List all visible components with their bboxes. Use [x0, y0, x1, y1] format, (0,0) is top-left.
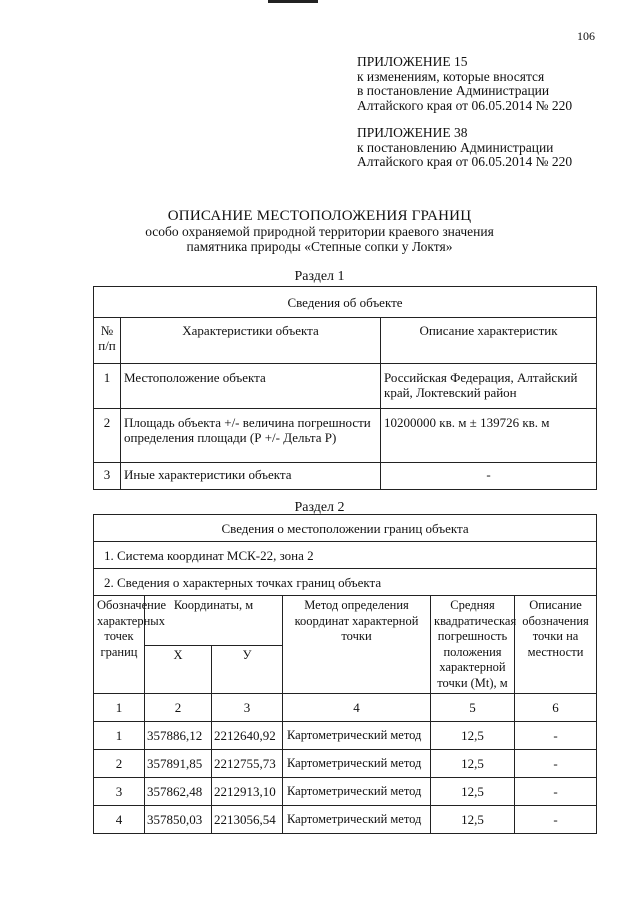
point-id: 3 [94, 778, 145, 806]
annex-38-block [357, 126, 572, 170]
annex-line: к постановлению Администрации [357, 139, 554, 155]
y-coordinate: 2213056,54 [212, 806, 283, 834]
section-2-label: Раздел 2 [294, 500, 345, 515]
column-header-designation: Обозначение характерных точек границ [94, 596, 145, 694]
table-row [94, 750, 597, 778]
row-characteristic: Местоположение объекта [121, 364, 381, 409]
method: Картометрический метод [283, 778, 431, 806]
table-row [94, 364, 597, 409]
point-description: - [515, 722, 597, 750]
method: Картометрический метод [283, 806, 431, 834]
annex-line: Алтайского края от 06.05.2014 № 220 [357, 154, 573, 169]
y-coordinate: 2212913,10 [212, 778, 283, 806]
title-line: памятника природы «Степные сопки у Локтя» [186, 238, 453, 254]
x-coordinate: 357850,03 [145, 806, 212, 834]
method: Картометрический метод [283, 722, 431, 750]
object-info-table [93, 286, 597, 490]
row-characteristic: Площадь объекта +/- величина погрешности определения площади (Р +/- Дельта Р) [121, 409, 381, 463]
row-description: 10200000 кв. м ± 139726 кв. м [381, 409, 597, 463]
document-title [0, 208, 639, 254]
row-characteristic: Иные характеристики объекта [121, 463, 381, 490]
error-value: 12,5 [431, 778, 515, 806]
column-header-method: Метод определения координат характерной точки [283, 596, 431, 694]
column-index: 3 [212, 694, 283, 722]
point-id: 2 [94, 750, 145, 778]
points-section-title: 2. Сведения о характерных точках границ объекта [94, 569, 597, 596]
row-description: - [381, 463, 597, 490]
annex-line: к изменениям, которые вносятся [357, 68, 545, 84]
y-coordinate: 2212755,73 [212, 750, 283, 778]
coordinate-system: 1. Система координат МСК-22, зона 2 [94, 542, 597, 569]
point-id: 1 [94, 722, 145, 750]
error-value: 12,5 [431, 722, 515, 750]
column-header-coords: Координаты, м [145, 596, 283, 646]
row-num: 2 [94, 409, 121, 463]
annex-line: в постановление Администрации [357, 83, 550, 98]
table-row [94, 778, 597, 806]
page-number: 106 [577, 29, 595, 43]
column-index: 6 [515, 694, 597, 722]
error-value: 12,5 [431, 750, 515, 778]
annex-line: Алтайского края от 06.05.2014 № 220 [357, 97, 573, 113]
column-header-point-desc: Описание обозначения точки на местности [515, 596, 597, 694]
error-value: 12,5 [431, 806, 515, 834]
boundary-points-table [93, 514, 597, 834]
point-description: - [515, 778, 597, 806]
point-id: 4 [94, 806, 145, 834]
scan-artifact [268, 0, 318, 3]
column-header-y: У [212, 646, 283, 694]
y-coordinate: 2212640,92 [212, 722, 283, 750]
x-coordinate: 357862,48 [145, 778, 212, 806]
column-index: 5 [431, 694, 515, 722]
row-num: 1 [94, 364, 121, 409]
annex-title: ПРИЛОЖЕНИЕ 38 [357, 125, 468, 140]
section-1-label: Раздел 1 [294, 269, 345, 284]
column-index: 2 [145, 694, 212, 722]
x-coordinate: 357891,85 [145, 750, 212, 778]
table-row [94, 409, 597, 463]
column-index-row [94, 694, 597, 722]
point-description: - [515, 806, 597, 834]
x-coordinate: 357886,12 [145, 722, 212, 750]
column-index: 1 [94, 694, 145, 722]
column-index: 4 [283, 694, 431, 722]
annex-15-block [357, 55, 572, 113]
row-description: Российская Федерация, Алтайский край, Локтевский район [381, 364, 597, 409]
row-num: 3 [94, 463, 121, 490]
column-header-description: Описание характеристик [381, 318, 597, 364]
table-row [94, 722, 597, 750]
column-header-error: Средняя квадратическая погрешность положения характерной точки (Mt), м [431, 596, 515, 694]
column-header-x: X [145, 646, 212, 694]
table-row [94, 463, 597, 490]
column-header-num: № п/п [94, 318, 121, 364]
table-header: Сведения об объекте [94, 287, 597, 318]
title-line: особо охраняемой природной территории краевого значения [145, 224, 494, 239]
table-row [94, 806, 597, 834]
table-header: Сведения о местоположении границ объекта [94, 515, 597, 542]
point-description: - [515, 750, 597, 778]
annex-title: ПРИЛОЖЕНИЕ 15 [357, 54, 468, 69]
method: Картометрический метод [283, 750, 431, 778]
column-header-characteristic: Характеристики объекта [121, 318, 381, 364]
title-main: ОПИСАНИЕ МЕСТОПОЛОЖЕНИЯ ГРАНИЦ [167, 208, 472, 224]
